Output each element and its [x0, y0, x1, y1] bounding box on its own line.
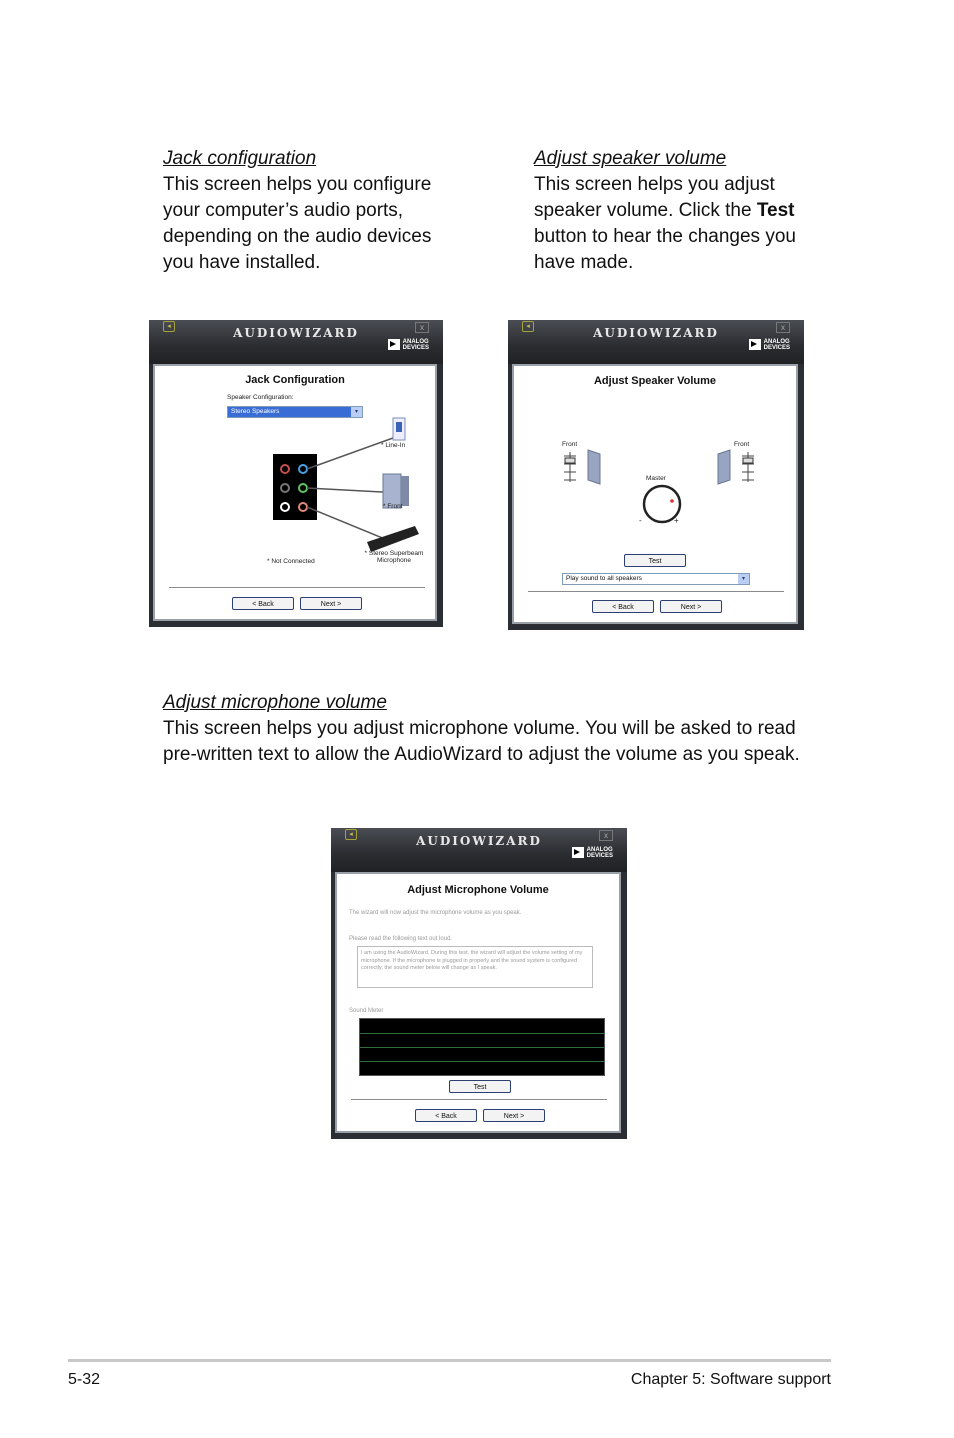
app-title: AUDIOWIZARD	[416, 834, 542, 848]
front-label: * Front	[383, 503, 403, 510]
divider	[528, 591, 784, 593]
sound-meter-label: Sound Meter	[349, 1008, 384, 1014]
jack-description: This screen helps you configure your computer’s audio ports, depending on the audio devices you have installed.	[163, 174, 432, 273]
analog-devices-logo	[572, 846, 613, 859]
footer-rule	[68, 1359, 831, 1362]
mic-intro: The wizard will now adjust the microphone volume as you speak.	[349, 910, 522, 916]
app-icon: ◂	[345, 829, 357, 840]
speaker-desc-post: button to hear the changes you have made.	[534, 226, 796, 273]
divider	[169, 587, 425, 589]
analog-devices-logo-icon	[388, 339, 400, 350]
next-button[interactable]: Next >	[660, 600, 722, 613]
title-bar	[331, 828, 627, 872]
mic-label-line2: Microphone	[377, 557, 411, 564]
app-title: AUDIOWIZARD	[233, 326, 359, 340]
speaker-desc-pre: This screen helps you adjust speaker volume. Click the	[534, 174, 775, 221]
master-label: Master	[646, 475, 666, 482]
mic-title: Adjust Microphone Volume	[407, 884, 549, 896]
jack-config-window	[149, 320, 443, 627]
app-icon: ◂	[163, 321, 175, 332]
close-icon[interactable]: x	[415, 322, 429, 333]
divider	[351, 1099, 607, 1101]
brand-line2: DEVICES	[586, 852, 613, 859]
master-minus: -	[639, 516, 642, 525]
chevron-down-icon: ▾	[738, 574, 749, 584]
speaker-heading: Adjust speaker volume	[534, 148, 727, 169]
speaker-description	[534, 172, 819, 276]
app-icon: ◂	[522, 321, 534, 332]
mic-volume-window	[331, 828, 627, 1139]
play-sound-value: Play sound to all speakers	[566, 575, 642, 582]
title-bar	[149, 320, 443, 364]
title-bar	[508, 320, 804, 364]
close-icon[interactable]: x	[599, 830, 613, 841]
front-right-speaker-icon	[718, 450, 730, 484]
brand-line2: DEVICES	[763, 344, 790, 351]
front-right-label: Front	[734, 441, 750, 448]
analog-devices-logo	[749, 338, 790, 351]
speaker-content-panel	[512, 364, 798, 624]
jack-heading: Jack configuration	[163, 148, 317, 169]
speaker-config-value: Stereo Speakers	[231, 408, 280, 415]
speaker-config-label: Speaker Configuration:	[227, 394, 294, 401]
mic-cable	[307, 507, 385, 539]
read-prompt: Please read the following text out loud.	[349, 936, 453, 942]
analog-devices-logo	[388, 338, 429, 351]
read-text-box: I am using the AudioWizard. During this test, the wizard will adjust the volume setting of my microphone. If the microphone is plugged in properly and the sound system is configured correctly, the sound meter below will change as I speak.	[357, 946, 593, 988]
analog-devices-logo-icon	[572, 847, 584, 858]
play-sound-select[interactable]	[562, 573, 750, 585]
app-title: AUDIOWIZARD	[593, 326, 719, 340]
close-icon[interactable]: x	[776, 322, 790, 333]
next-button[interactable]: Next >	[300, 597, 362, 610]
mic-description: This screen helps you adjust microphone volume. You will be asked to read pre-written text to allow the AudioWizard to adjust the volume as you speak.	[163, 718, 800, 765]
back-button[interactable]: < Back	[415, 1109, 477, 1122]
front-left-label: Front	[562, 441, 578, 448]
mic-content-panel	[335, 872, 621, 1133]
front-right-slider-icon	[742, 452, 754, 482]
line-in-label: * Line-In	[381, 442, 406, 449]
mic-heading: Adjust microphone volume	[163, 692, 387, 713]
brand-line2: DEVICES	[402, 344, 429, 351]
mic-label	[359, 550, 429, 564]
speaker-volume-window	[508, 320, 804, 630]
page-number: 5-32	[68, 1371, 101, 1388]
test-button[interactable]: Test	[449, 1080, 511, 1093]
back-button[interactable]: < Back	[232, 597, 294, 610]
microphone-icon	[367, 526, 419, 552]
mic-label-line1: * Stereo Superbeam	[364, 550, 424, 557]
front-left-slider-icon	[564, 452, 576, 482]
speaker-volume-graphic	[554, 448, 764, 528]
chapter-title: Chapter 5: Software support	[630, 1371, 831, 1388]
analog-devices-logo-icon	[749, 339, 761, 350]
chevron-down-icon: ▾	[351, 407, 362, 417]
test-button[interactable]: Test	[624, 554, 686, 567]
brand-line1: ANALOG	[763, 338, 790, 345]
master-plus: +	[674, 516, 679, 525]
jack-title: Jack Configuration	[245, 374, 345, 386]
front-cable	[307, 488, 383, 492]
back-button[interactable]: < Back	[592, 600, 654, 613]
jack-content-panel	[153, 364, 437, 621]
not-connected-label: * Not Connected	[267, 558, 315, 565]
next-button[interactable]: Next >	[483, 1109, 545, 1122]
sound-meter	[359, 1018, 605, 1076]
brand-line1: ANALOG	[402, 338, 429, 345]
brand-line1: ANALOG	[586, 846, 613, 853]
front-left-speaker-icon	[588, 450, 600, 484]
speaker-title: Adjust Speaker Volume	[593, 375, 717, 387]
jack-panel-graphic	[273, 454, 317, 520]
speaker-desc-bold: Test	[756, 200, 795, 221]
